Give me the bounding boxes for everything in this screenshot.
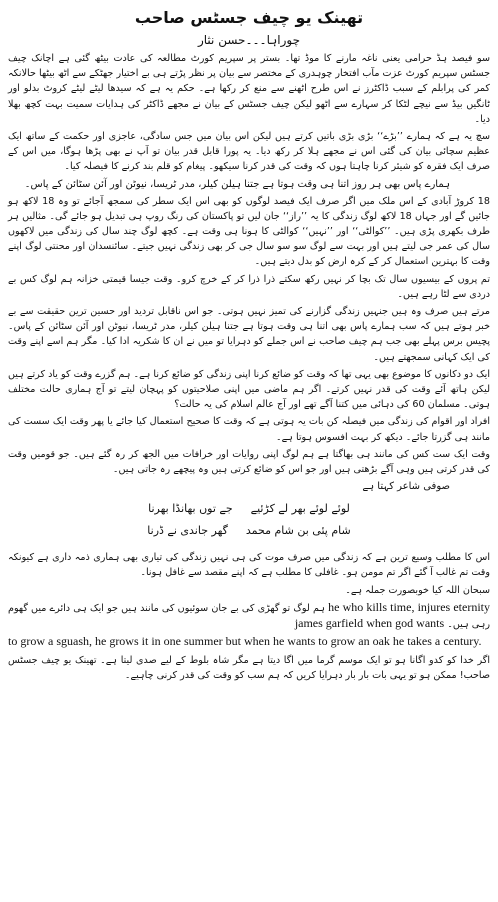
article-byline: چوراہا۔۔۔حسن نثار — [197, 33, 300, 47]
english-quote-4: century. — [443, 634, 482, 649]
paragraph-english-quote — [8, 600, 490, 632]
poem-line-2 — [8, 520, 490, 542]
urdu-mixed-1: ہم لوگ تو گھڑی کی بے جان سوئیوں کی مانند ہیں جو ایک ہی دائرے میں گھوم رہی ہیں۔ — [8, 602, 490, 631]
poem-line-1-left: جے توں بھانڈا بھرنا — [148, 502, 233, 516]
article-title: تھینک یو چیف جسٹس صاحب — [134, 8, 364, 27]
poem-line-1 — [8, 498, 490, 520]
sufi-poet-line: صوفی شاعر کہتا ہے — [362, 481, 450, 493]
paragraph-english-long — [8, 634, 490, 650]
poem-line-2-left: گھر جاندی نے ڈرنا — [147, 524, 228, 538]
paragraph-6: ایک دو دکانوں کا موضوع بھی یہی تھا کہ وقت کو ضائع کرنا اپنی زندگی کو ضائع کرنا ہے۔ ہم گزرے وقت کو یاد کرتے ہیں لیکن ہاتھ آئے وقت کی قدر نہیں کرتے۔ اگر ہم ماضی میں اپنی صلاحیتوں کو پہچان لیتے تو آج ہماری حالت مختلف ہوتی۔ مسلمان 60 کی دہائی میں کتنا آگے تھے اور آج عالم اسلام کی یہ حالت؟ — [8, 368, 490, 411]
english-quote-3: to grow a sguash, he grows it in one summer but when he wants to grow an oak he takes a — [8, 634, 441, 649]
quote-heading: ہمارے پاس بھی ہر روز اتنا ہی وقت ہوتا ہے جتنا ہیلن کیلر، مدر ٹریسا، نیوٹن اور آئن سٹائن کے پاس۔ — [24, 178, 450, 190]
paragraph-7: افراد اور اقوام کی زندگی میں فیصلہ کن بات یہ ہوتی ہے کہ وقت کا صحیح استعمال کیا جائے یا پھر وقت ایک سست کی مانند ہی گزرتا جائے۔ دیکھ کر بہت افسوس ہوتا ہے۔ — [8, 416, 490, 443]
poem-line-1-right: لوئے لوئے بھر لے کڑئیے — [250, 502, 350, 516]
paragraph-5: مرتے ہیں صرف وہ ہیں جنہیں زندگی گزارنے کی تمیز نہیں ہوتی۔ جو اس ناقابل تردید اور حسین ترین حقیقت سے بے خبر ہوتے ہیں کہ سب ہمارے پاس بھی اتنا ہی وقت ہوتا ہے جتنا ہیلن کیلر، مدر ٹریسا، نیوٹن اور آئن سٹائن کے پاس۔ پچیس برس پہلے بھی جب ہم چیف صاحب نے اس جملے کو دہرایا تو میں نے ان کا شکریہ ادا کیا۔ مگر ہم اسے اپنے وقت کی ایک کہانی سمجھتے ہیں۔ — [8, 306, 490, 363]
poem-line-2-right: شام پئی بن شام محمد — [245, 524, 351, 538]
paragraph-8: وقت ایک ست کس کی مانند ہی بھاگتا ہے ہم لوگ اپنی روایات اور خرافات میں الجھ کر رہ گئے ہیں۔ جو قومیں وقت کی قدر کرتی ہیں وہی آگے بڑھتی ہیں اور جو اس کو ضائع کرتی ہیں وہ پیچھے رہ جاتی ہیں۔ — [8, 448, 490, 476]
punjabi-poem — [8, 498, 490, 542]
paragraph-after-poem-1: اس کا مطلب وسیع ترین ہے کہ زندگی میں صرف موت کی ہی نہیں زندگی کی تیاری بھی ہماری ذمہ داری ہے کیونکہ وقت تم غالب آ گئے اگر تم مومن ہو۔ غافلی کا مطلب ہے کہ اپنے مقصد سے غافل ہونا۔ — [8, 552, 490, 579]
paragraph-2: سچ یہ ہے کہ ہمارے ’’بڑے‘‘ بڑی بڑی باتیں کرتے ہیں لیکن اس بیان میں جس سادگی، عاجزی اور حکمت کے ساتھ ایک عظیم سچائی بیان کی گئی اس نے مجھے ہلا کر رکھ دیا۔ یہ پورا قابل قدر بیان تو آپ نے بھی پڑھا ہوگا، میں اس کے صرف ایک فقرہ کو شیئر کرنا چاہتا ہوں کہ وقت کی قدر کرنا سیکھو۔ پیغام کو قلم بند کرنے کا فیصلہ کیا۔ — [8, 131, 490, 173]
paragraph-1: سو فیصد ہڈ حرامی یعنی ناغہ مارنے کا موڈ تھا۔ بستر پر سپریم کورٹ مطالعہ کی عادت بیٹھ گئی ہے اچانک چیف جسٹس سپریم کورٹ عزت مآب افتخار چوہدری کے مختصر سے بیان پر نظر پڑتے ہی بے اختیار جھٹکے سے اٹھ بیٹھا حالانکہ کمر کی پرابلم کے سبب ڈاکٹرز نے اس طرح اٹھنے سے منع کر رکھا ہے۔ حکم یہ ہے کہ سیدھا لیٹے لیٹے کروٹ بدلو اور ٹانگیں بیڈ سے نیچے لٹکا کر سہارے سے اٹھو لیکن چیف جسٹس کے بیان نے مجھے ڈاکٹر کی ہدایات سمیت بہت کچھ بھلا دیا۔ — [8, 53, 490, 125]
paragraph-3: 18 کروڑ آبادی کے اس ملک میں اگر صرف ایک فیصد لوگوں کو بھی اس ایک سطر کی سمجھ آجائے تو وہ 18 لاکھ ہو جائیں گے اور جہاں 18 لاکھ لوگ زندگی کا یہ ’’راز‘‘ جان لیں تو پاکستان کی رنگ روپ ہی تبدیل ہو جائے گی۔ مثالیں ہر طرف بکھری پڑی ہیں۔ ’’کوالٹی‘‘ اور ’’نہیں‘‘ کوالٹی کا ہونا ہی وقت ہے۔ کچھ لوگ چند سال کی زندگی میں لاکھوں سال کی عمر جی لیتے ہیں اور بہت سے لوگ سو سو سال جی کر بھی زندگی نہیں جیتے۔ سائنسدان اور محنتی لوگ اپنے وقت کا بہترین استعمال کر کے کرہ ارض کو بدل دیتے ہیں۔ — [8, 195, 491, 268]
paragraph-4: تم پروں کے بیسیوں سال تک بچا کر نہیں رکھ سکتے ذرا ذرا کر کے خرچ کرو۔ وقت جیسا قیمتی خزانہ ہم لوگ کس بے دردی سے لٹا رہے ہیں۔ — [8, 273, 490, 300]
paragraph-after-poem-2: سبحان اللہ کیا خوبصورت جملہ ہے۔ — [345, 584, 490, 596]
english-quote-1: he who kills time, injures eternity — [328, 599, 490, 614]
english-quote-2: when god wants — [366, 616, 445, 631]
closing-paragraph: اگر خدا کو کدو اگانا ہو تو ایک موسم گرما میں اگا دیتا ہے مگر شاہ بلوط کے لیے صدی لیتا ہے۔ تھینک یو چیف جسٹس صاحب! ممکن ہو تو یہی بات بار بار دہرایا کریں کہ ہم سب کو وقت کی قدر کرنی چاہیے۔ — [8, 654, 490, 681]
english-attribution: james garfield — [294, 616, 364, 631]
